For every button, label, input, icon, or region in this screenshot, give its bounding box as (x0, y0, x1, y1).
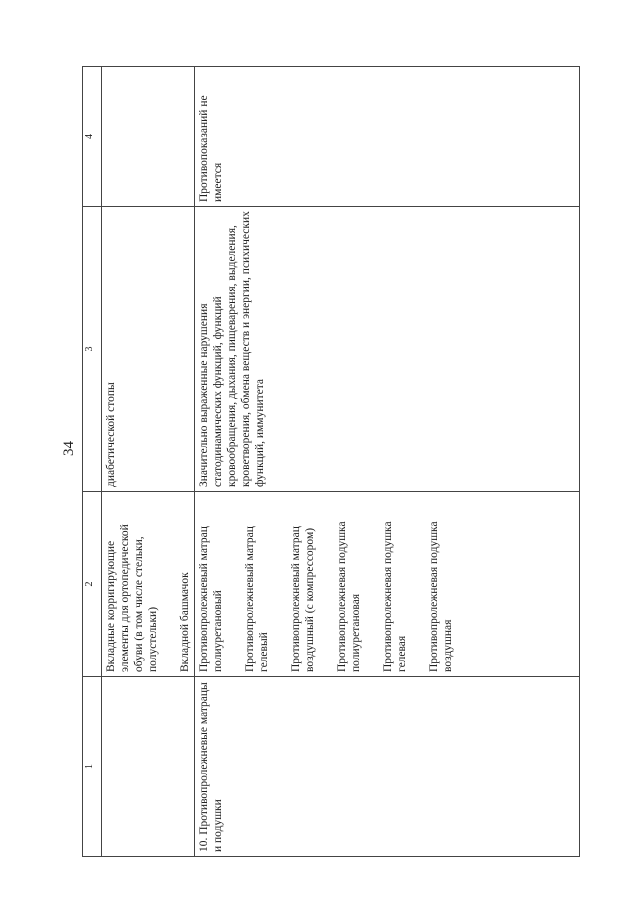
header-col-2: 2 (83, 492, 102, 677)
product-item: Вкладные корригирующие элементы для ортопедической обуви (в том числе стельки, полустельки) (105, 524, 159, 672)
product-item: Противопролежневый матрац воздушный (с компрессором) (290, 526, 316, 672)
row1-products-cell (102, 492, 195, 677)
page-number: 34 (61, 441, 77, 456)
row2-products-cell (195, 492, 580, 677)
table-row (102, 67, 195, 857)
row1-category-cell (102, 677, 195, 857)
row2-indications-cell: Значительно выраженные нарушения статодинамических функций, функций кровообращения, дыхания, пищеварения, выделения, кроветворения, обмена веществ и энергии, психических функций, иммунитета (195, 207, 580, 492)
product-item: Вкладной башмачок (179, 572, 191, 672)
rotated-page (82, 67, 602, 857)
header-col-1: 1 (83, 677, 102, 857)
product-item: Противопролежневая подушка воздушная (428, 521, 454, 672)
product-item: Противопролежневый матрац полиуретановый (198, 526, 224, 672)
row2-contraindications-cell: Противопоказаний не имеется (195, 67, 580, 207)
table-header-row (83, 67, 102, 857)
header-col-4: 4 (83, 67, 102, 207)
row1-contraindications-cell (102, 67, 195, 207)
product-item: Противопролежневая подушка полиуретановая (336, 521, 362, 672)
product-item: Противопролежневый матрац гелевый (244, 526, 270, 672)
product-item: Противопролежневая подушка гелевая (382, 521, 408, 672)
row2-category-cell: 10. Противопролежневые матрацы и подушки (195, 677, 580, 857)
header-col-3: 3 (83, 207, 102, 492)
indications-table (82, 66, 580, 857)
row1-indications-cell: диабетической стопы (102, 207, 195, 492)
table-row (195, 67, 580, 857)
